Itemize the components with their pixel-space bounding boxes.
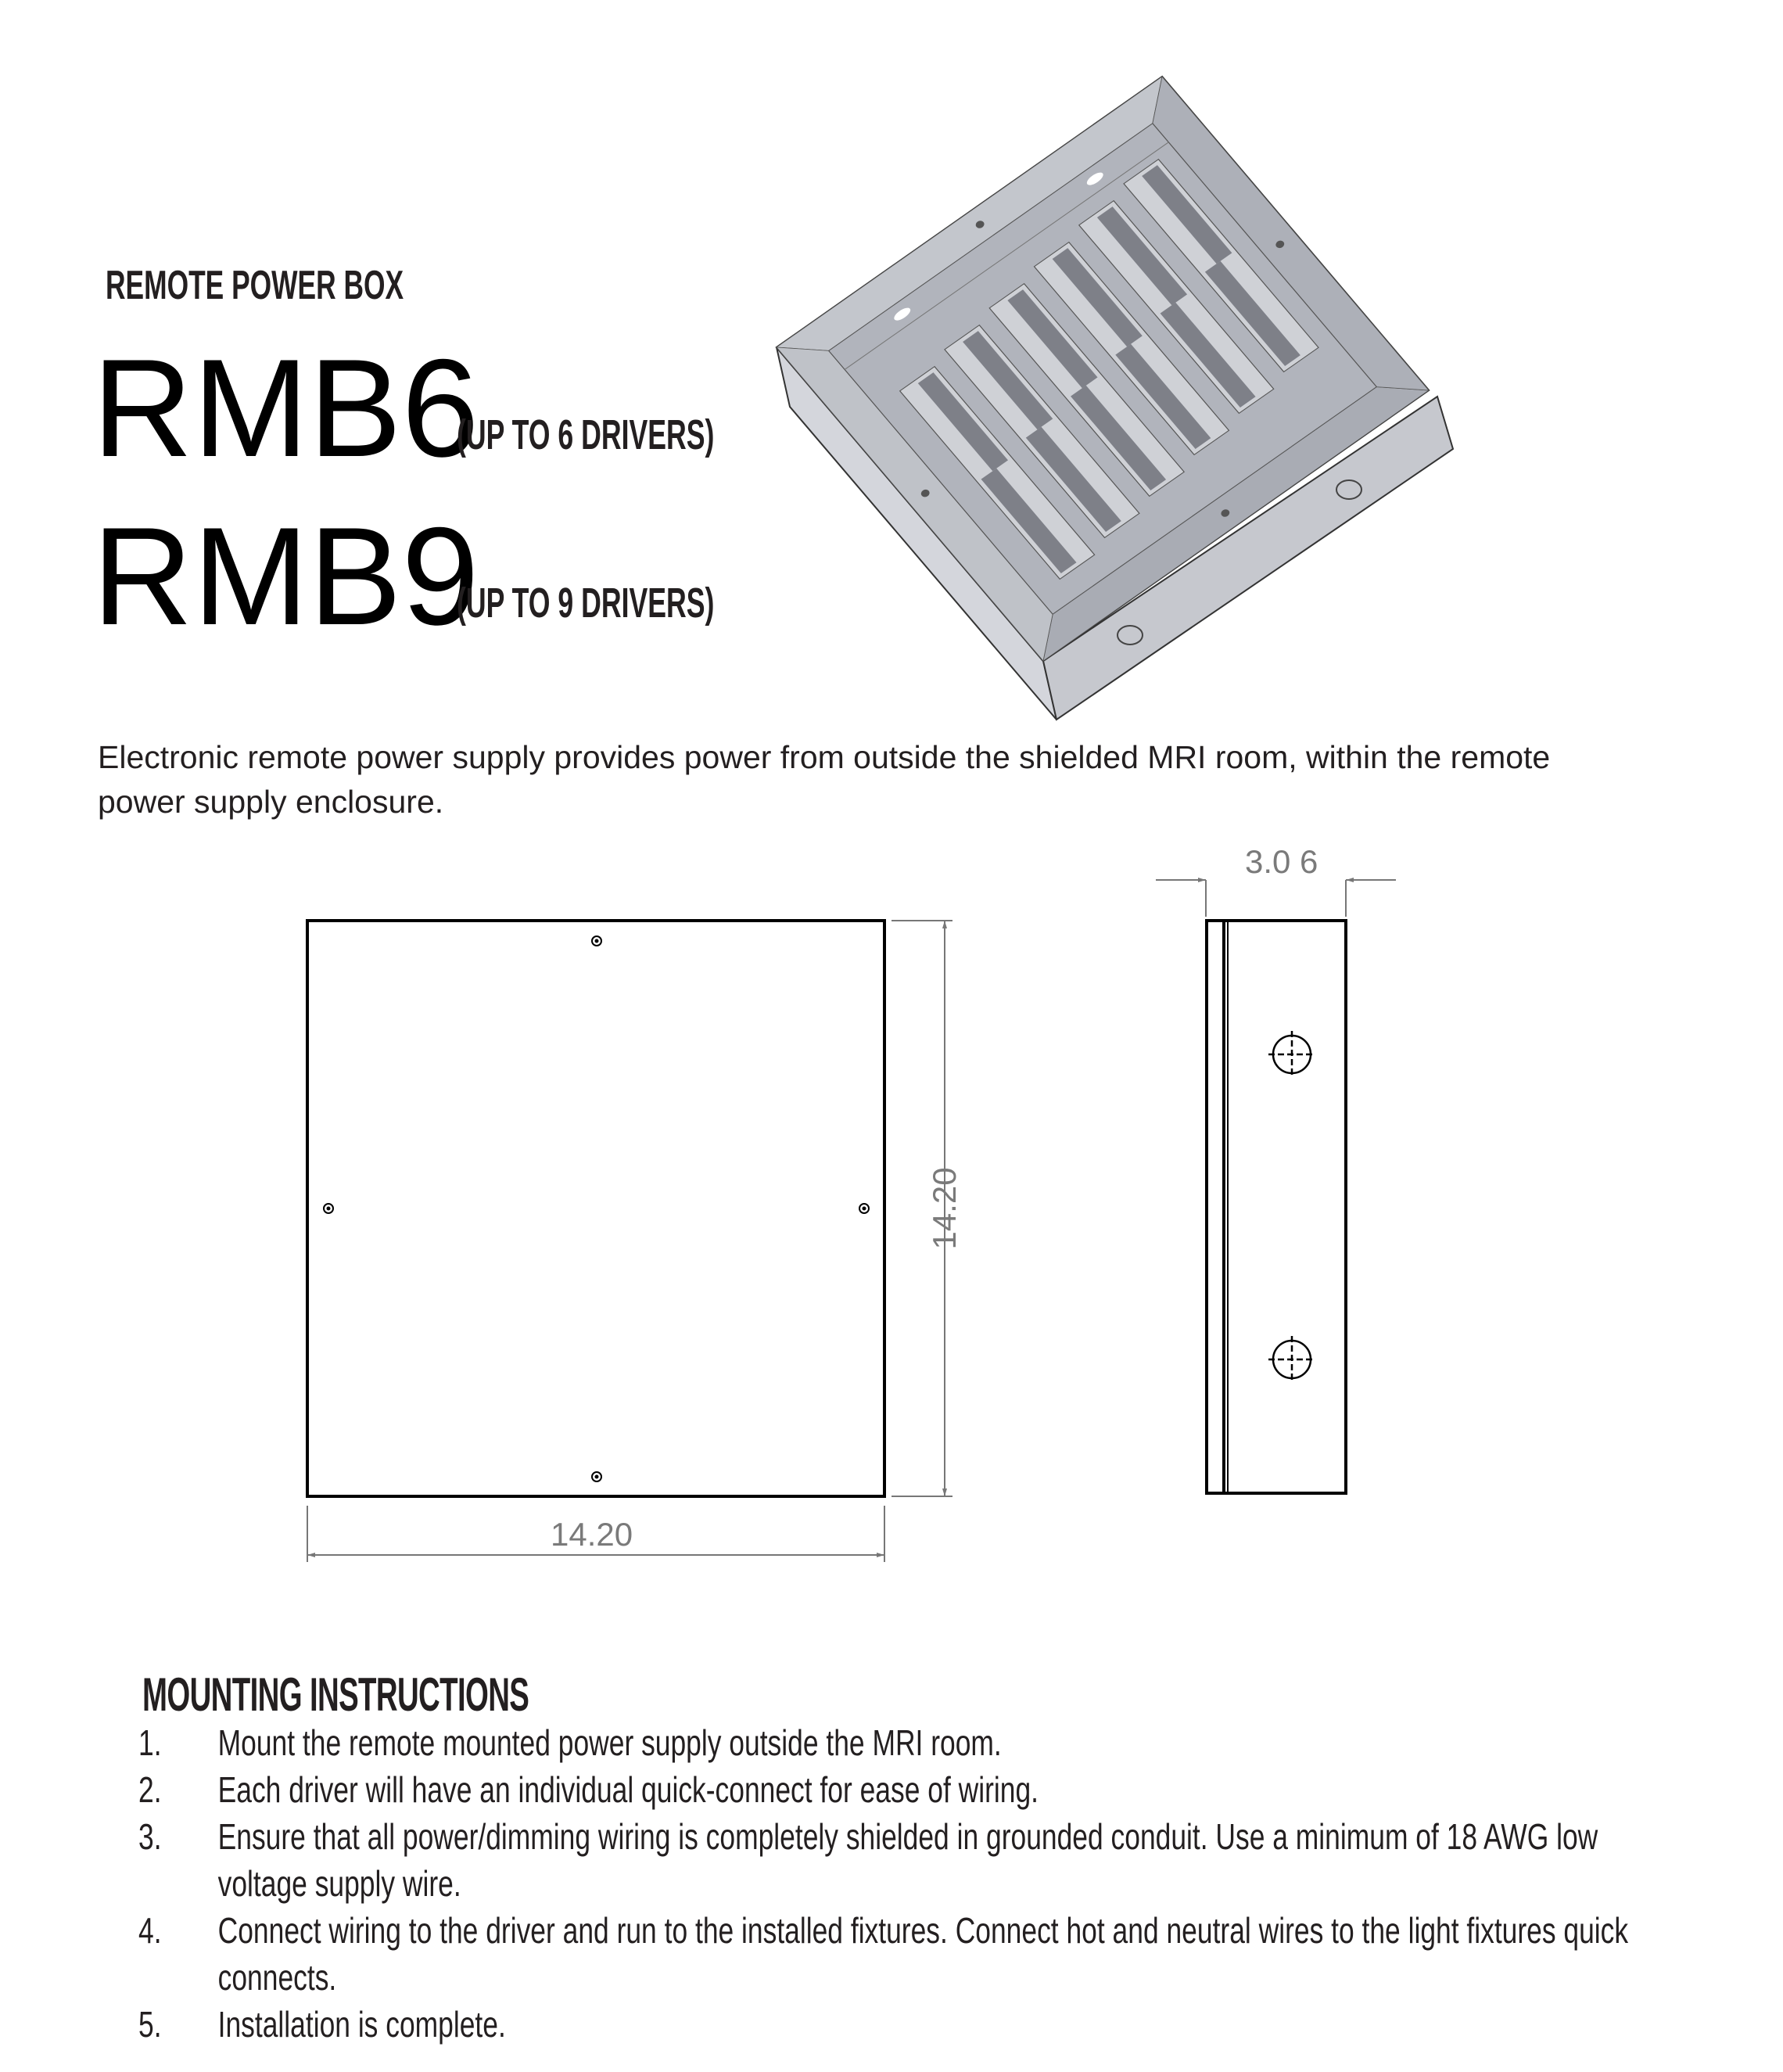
model-rmb9-note: (UP TO 9 DRIVERS) (457, 580, 715, 627)
list-item (138, 1719, 1644, 1766)
list-number: 3. (138, 1816, 162, 1857)
list-number: 5. (138, 2004, 162, 2045)
list-item (138, 1766, 1644, 1813)
mounting-instructions-title: MOUNTING INSTRUCTIONS (142, 1668, 529, 1721)
list-number: 1. (138, 1722, 162, 1763)
list-number: 2. (138, 1769, 162, 1810)
conduit-knockout-icon (1268, 1031, 1315, 1383)
list-text: Installation is complete. (217, 2004, 506, 2045)
product-category: REMOTE POWER BOX (106, 263, 404, 308)
product-render (0, 0, 1783, 751)
dimension-drawing (0, 845, 1783, 1596)
model-rmb6: RMB6 (92, 330, 479, 486)
side-depth-dimension: 3.0 6 (1245, 843, 1318, 880)
mounting-instructions-list (138, 1719, 1644, 2048)
side-view (1207, 921, 1346, 1493)
list-item (138, 1907, 1644, 2001)
model-rmb9: RMB9 (92, 498, 479, 654)
list-text: Each driver will have an individual quick-connect for ease of wiring. (217, 1769, 1039, 1810)
model-rmb6-note: (UP TO 6 DRIVERS) (457, 411, 715, 458)
list-text: Mount the remote mounted power supply outside the MRI room. (217, 1722, 1002, 1763)
product-description: Electronic remote power supply provides power from outside the shielded MRI room, within the remote power supply enclosure. (98, 739, 1551, 820)
list-item (138, 1813, 1644, 1907)
list-item (138, 2001, 1644, 2048)
front-height-dimension: 14.20 (926, 1167, 963, 1250)
list-text: Ensure that all power/dimming wiring is completely shielded in grounded conduit. Use a minimum of 18 AWG low voltage supply wire. (217, 1816, 1598, 1904)
list-text: Connect wiring to the driver and run to the installed fixtures. Connect hot and neutral wires to the light fixtures quick connects. (217, 1910, 1629, 1998)
front-view (307, 921, 884, 1496)
front-width-dimension: 14.20 (551, 1516, 633, 1553)
list-number: 4. (138, 1910, 162, 1951)
